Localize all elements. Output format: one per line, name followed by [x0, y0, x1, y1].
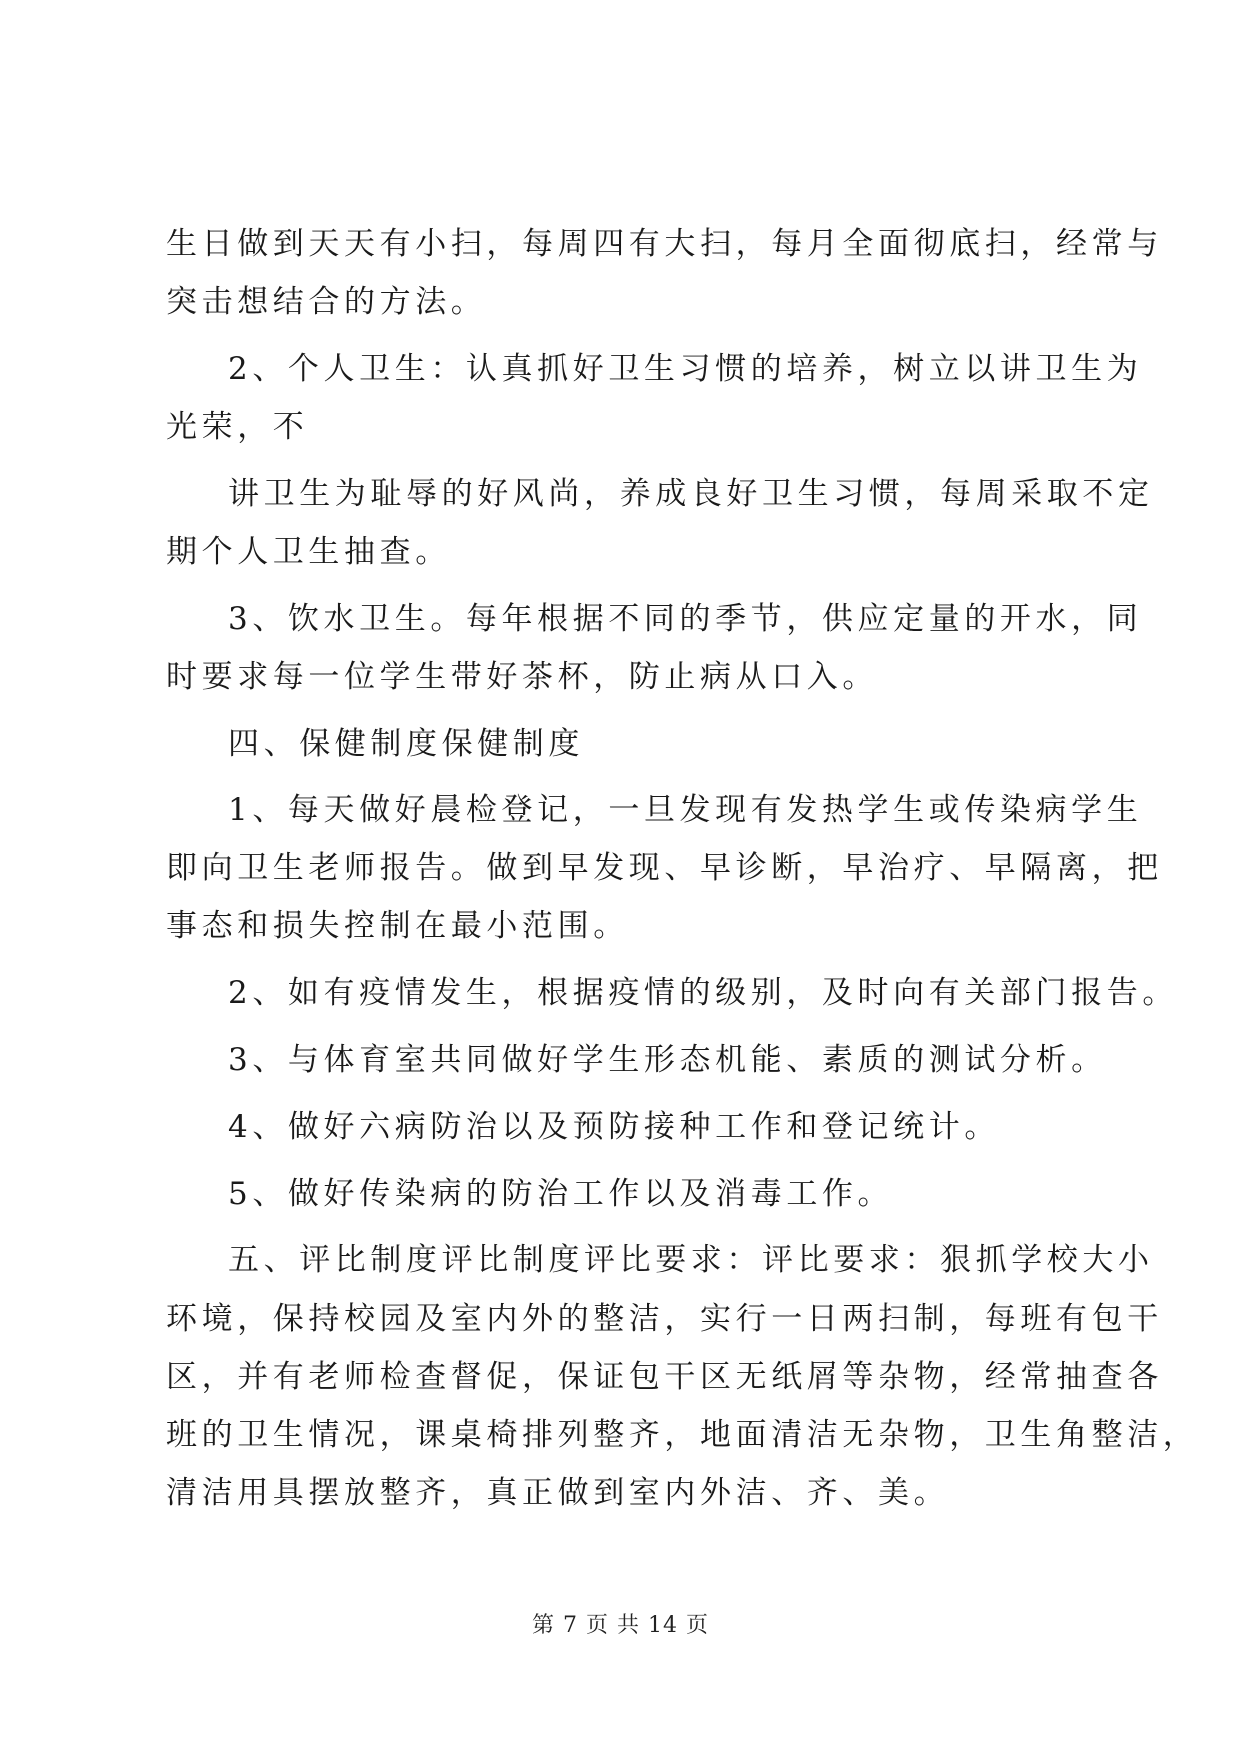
section-heading: 四、保健制度保健制度	[228, 726, 584, 762]
text-line: 突击想结合的方法。	[166, 284, 487, 320]
text-line: 讲卫生为耻辱的好风尚，养成良好卫生习惯，每周采取不定	[228, 476, 1154, 512]
text-line: 4、做好六病防治以及预防接种工作和登记统计。	[228, 1109, 1000, 1145]
text-line: 环境，保持校园及室内外的整洁，实行一日两扫制，每班有包干	[166, 1301, 1163, 1337]
text-line: 班的卫生情况，课桌椅排列整齐，地面清洁无杂物，卫生角整洁，	[166, 1417, 1199, 1453]
text-line: 清洁用具摆放整齐，真正做到室内外洁、齐、美。	[166, 1475, 950, 1511]
section-heading: 五、评比制度评比制度评比要求：评比要求：狠抓学校大小	[228, 1242, 1154, 1278]
page-number-footer: 第 7 页 共 14 页	[532, 1613, 709, 1638]
text-line: 即向卫生老师报告。做到早发现、早诊断，早治疗、早隔离，把	[166, 850, 1163, 886]
text-line: 期个人卫生抽查。	[166, 534, 451, 570]
text-line: 3、饮水卫生。每年根据不同的季节，供应定量的开水，同	[228, 601, 1143, 637]
text-line: 2、如有疫情发生，根据疫情的级别，及时向有关部门报告。	[228, 975, 1178, 1011]
text-line: 5、做好传染病的防治工作以及消毒工作。	[228, 1176, 894, 1212]
text-line: 生日做到天天有小扫，每周四有大扫，每月全面彻底扫，经常与	[166, 226, 1163, 262]
text-line: 事态和损失控制在最小范围。	[166, 908, 629, 944]
text-line: 光荣，不	[166, 409, 309, 445]
text-line: 1、每天做好晨检登记，一旦发现有发热学生或传染病学生	[228, 792, 1143, 828]
text-line: 时要求每一位学生带好茶杯，防止病从口入。	[166, 659, 878, 695]
text-line: 区，并有老师检查督促，保证包干区无纸屑等杂物，经常抽查各	[166, 1359, 1163, 1395]
text-line: 2、个人卫生：认真抓好卫生习惯的培养，树立以讲卫生为	[228, 351, 1143, 387]
text-line: 3、与体育室共同做好学生形态机能、素质的测试分析。	[228, 1042, 1107, 1078]
